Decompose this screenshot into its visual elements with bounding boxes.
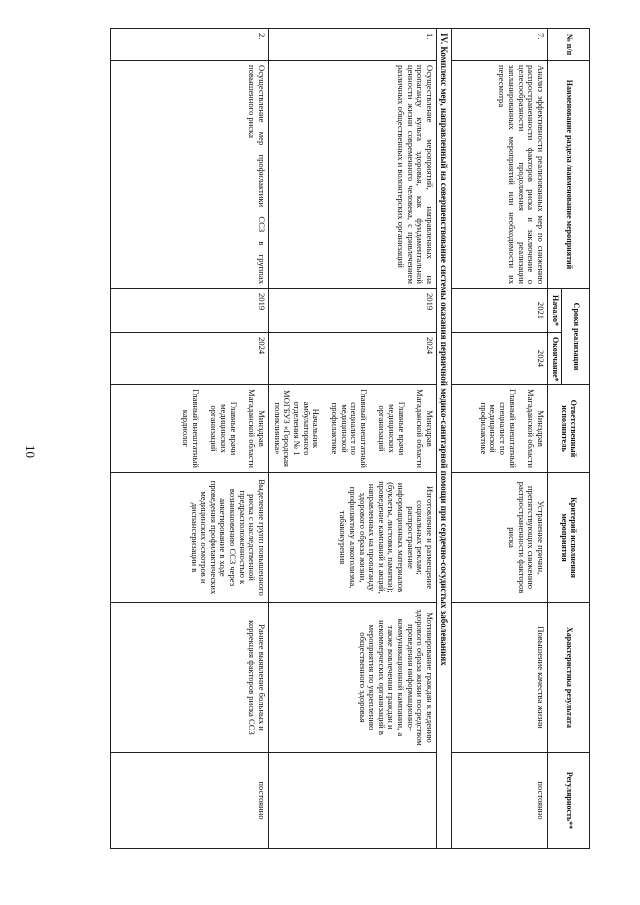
row1-criterion: Изготовление и размещение социальных реклам; распространение информационных материалов (буклеты, листовки, памятки); проведение кампаний и акций, направленных на пропаганду здорового образа жизни, профилактику алкоголизма, табакокурения [268,473,436,603]
table-row [110,29,268,849]
row1-responsible-3: Главный внештатный специалист по медицинской профилактике [329,389,369,468]
row1-responsible-4: Начальник амбулаторного отделения № 1 МОГБУЗ «Городская поликлиника» [272,389,322,468]
header-period: Сроки реализации [562,289,590,385]
row1-name: Осуществление мероприятий, направленных на пропаганду культа здоровья, как фундаментальной ценности жизни современного человека, с привлечением различных общественных и волонтерских организаций [268,61,436,289]
header-criterion: Критерий исполнения мероприятия [548,473,590,603]
header-row [562,29,590,849]
page-number: 10 [23,445,38,458]
header-regularity: Регулярность** [548,753,590,849]
row1-characteristic: Мотивирование граждан к ведению здорового образа жизни посредством проведения информационно-коммуникационной кампании, а также вовлечения граждан и некоммерческих организаций в мероприятия по укреплению общественного здоровья [268,603,436,753]
row2-responsible-3: Главный внештатный кардиолог [181,389,201,468]
row1-responsible-2: Главные врачи медицинских организаций [377,401,407,456]
row2-end: 2024 [110,333,268,385]
row7-responsible-2: Главный внештатный специалист по медицинской профилактике [478,389,518,468]
table-row [452,29,548,849]
row2-start: 2019 [110,289,268,333]
row1-responsible [268,385,436,473]
header-characteristic: Характеристика результата [548,603,590,753]
row2-regularity: постоянно [110,753,268,849]
measures-table [110,28,590,849]
row2-responsible [110,385,268,473]
row2-criterion: Выделение групп повышенного риска с наследственной предрасположенностью к возникновению ССЗ через анкетирование в ходе проведения профилактических медицинских осмотров и диспансеризации в [110,473,268,603]
row7-start: 2021 [452,289,548,333]
row7-responsible-1: Минздрав Магаданской области [526,389,546,468]
row1-start: 2019 [268,289,436,333]
row7-name: Анализ эффективности реализованных мер по снижению распространенности факторов риска и заключение о целесообразности продолжения реализации запланированных мероприятий или необходимости их пересмотра [452,61,548,289]
row7-criterion: Устранение причин, препятствующих снижению распространенности факторов риска [452,473,548,603]
section-title: IV. Комплекс мер, направленный на совершенствование системы оказания первичной медико-санитарной помощи при сердечно-сосудистых заболеваниях [436,29,451,849]
header-num: № п/п [548,29,590,61]
row2-characteristic: Раннее выявление больных и коррекция факторов риска ССЗ [110,603,268,753]
row1-num: 1. [268,29,436,61]
row1-regularity [268,753,436,849]
section-row [436,29,451,849]
row7-regularity: постоянно [452,753,548,849]
header-responsible: Ответственный исполнитель [548,385,590,473]
header-start: Начало* [548,289,562,333]
row7-characteristic: Повышение качества жизни [452,603,548,753]
row7-end: 2024 [452,333,548,385]
rotated-page [106,28,590,848]
row2-responsible-2: Главные врачи медицинских организаций [209,401,239,456]
row7-responsible [452,385,548,473]
table-row [268,29,436,849]
row7-num: 7. [452,29,548,61]
row2-name: Осуществление мер профилактики ССЗ в группах повышенного риска [110,61,268,289]
row1-end: 2024 [268,333,436,385]
row2-responsible-1: Минздрав Магаданской области [247,389,267,468]
row1-responsible-1: Минздрав Магаданской области [415,389,435,468]
header-end: Окончание* [548,333,562,385]
row2-num: 2. [110,29,268,61]
header-name: Наименование раздела /наименование мероприятий [548,61,590,289]
